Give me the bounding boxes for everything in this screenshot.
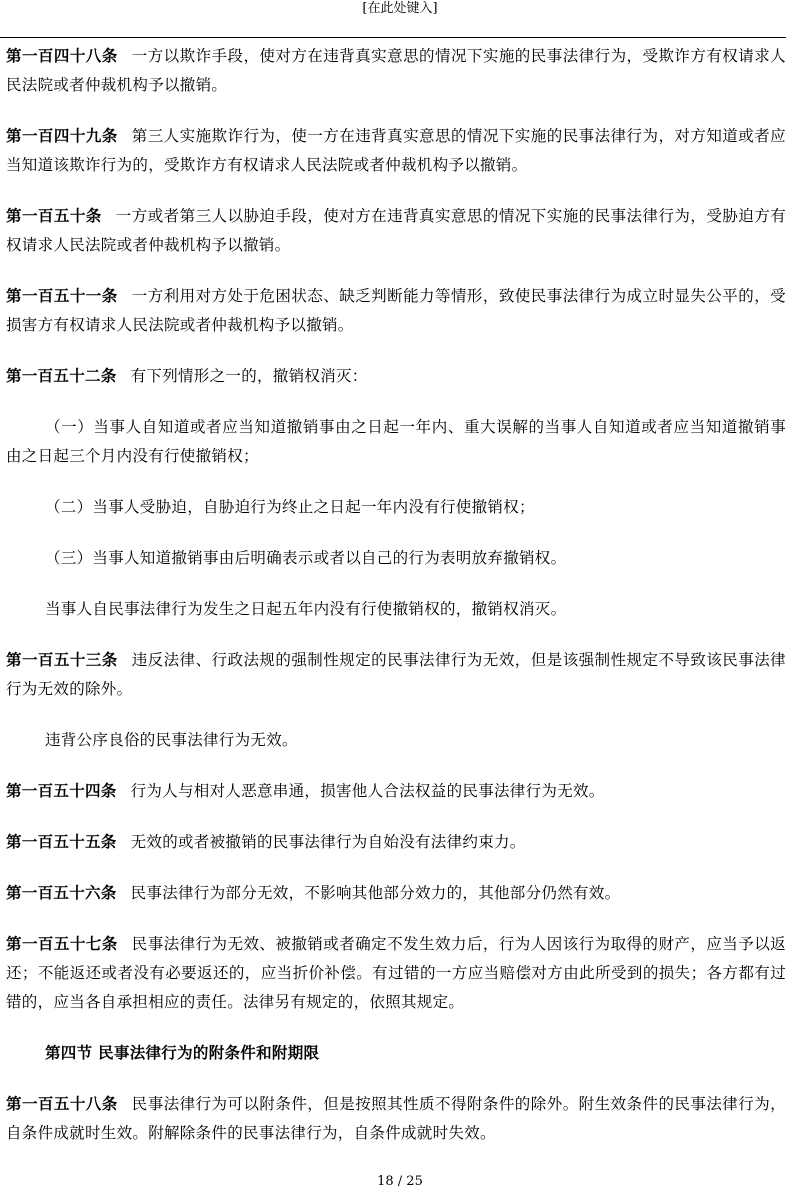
article-text: 无效的或者被撤销的民事法律行为自始没有法律约束力。 <box>130 833 526 851</box>
article-149 <box>6 122 786 180</box>
article-158 <box>6 1090 786 1148</box>
article-152 <box>6 362 786 391</box>
article-152-item-3: （三）当事人知道撤销事由后明确表示或者以自己的行为表明放弃撤销权。 <box>45 549 567 567</box>
article-152-item-1: （一）当事人自知道或者应当知道撤销事由之日起一年内、重大误解的当事人自知道或者应当知道撤销事由之日起三个月内没有行使撤销权； <box>6 418 786 465</box>
article-text: 一方利用对方处于危困状态、缺乏判断能力等情形，致使民事法律行为成立时显失公平的，受损害方有权请求人民法院或者仲裁机构予以撤销。 <box>6 287 786 334</box>
article-text: 违反法律、行政法规的强制性规定的民事法律行为无效，但是该强制性规定不导致该民事法律行为无效的除外。 <box>6 651 786 698</box>
article-text: 民事法律行为无效、被撤销或者确定不发生效力后，行为人因该行为取得的财产，应当予以返还；不能返还或者没有必要返还的，应当折价补偿。有过错的一方应当赔偿对方由此所受到的损失；各方都有过错的，应当各自承担相应的责任。法律另有规定的，依照其规定。 <box>6 935 786 1011</box>
article-number: 第一百四十八条 <box>6 47 118 65</box>
article-text: 民事法律行为可以附条件，但是按照其性质不得附条件的除外。附生效条件的民事法律行为，自条件成就时生效。附解除条件的民事法律行为，自条件成就时失效。 <box>6 1095 786 1142</box>
article-157 <box>6 930 786 1017</box>
article-153 <box>6 646 786 704</box>
article-number: 第一百五十五条 <box>6 833 117 851</box>
article-number: 第一百五十八条 <box>6 1095 118 1113</box>
article-number: 第一百五十三条 <box>6 651 118 669</box>
article-text: 一方或者第三人以胁迫手段，使对方在违背真实意思的情况下实施的民事法律行为，受胁迫方有权请求人民法院或者仲裁机构予以撤销。 <box>6 207 786 254</box>
article-text: 行为人与相对人恶意串通，损害他人合法权益的民事法律行为无效。 <box>130 782 605 800</box>
article-number: 第一百五十二条 <box>6 367 117 385</box>
header-divider <box>0 37 786 38</box>
article-text: 第三人实施欺诈行为，使一方在违背真实意思的情况下实施的民事法律行为，对方知道或者应当知道该欺诈行为的，受欺诈方有权请求人民法院或者仲裁机构予以撤销。 <box>6 127 786 174</box>
article-148 <box>6 42 786 100</box>
page-number: 18 / 25 <box>377 1174 423 1189</box>
article-156 <box>6 879 786 908</box>
article-text: 有下列情形之一的，撤销权消灭： <box>130 367 368 385</box>
article-text: 民事法律行为部分无效，不影响其他部分效力的，其他部分仍然有效。 <box>130 884 621 902</box>
article-150 <box>6 202 786 260</box>
article-152-paragraph-2: 当事人自民事法律行为发生之日起五年内没有行使撤销权的，撤销权消灭。 <box>45 600 567 618</box>
article-number: 第一百五十六条 <box>6 884 117 902</box>
page-header: [在此处键入] <box>362 1 438 16</box>
article-text: 一方以欺诈手段，使对方在违背真实意思的情况下实施的民事法律行为，受欺诈方有权请求人民法院或者仲裁机构予以撤销。 <box>6 47 786 94</box>
article-number: 第一百四十九条 <box>6 127 118 145</box>
article-154 <box>6 777 786 806</box>
section-heading: 第四节 民事法律行为的附条件和附期限 <box>45 1044 320 1062</box>
article-number: 第一百五十一条 <box>6 287 118 305</box>
article-151 <box>6 282 786 340</box>
article-number: 第一百五十四条 <box>6 782 117 800</box>
article-153-paragraph-2: 违背公序良俗的民事法律行为无效。 <box>45 731 298 749</box>
article-number: 第一百五十七条 <box>6 935 118 953</box>
article-155 <box>6 828 786 857</box>
article-152-item-2: （二）当事人受胁迫，自胁迫行为终止之日起一年内没有行使撤销权； <box>45 498 535 516</box>
article-number: 第一百五十条 <box>6 207 102 225</box>
document-body <box>6 42 786 1170</box>
